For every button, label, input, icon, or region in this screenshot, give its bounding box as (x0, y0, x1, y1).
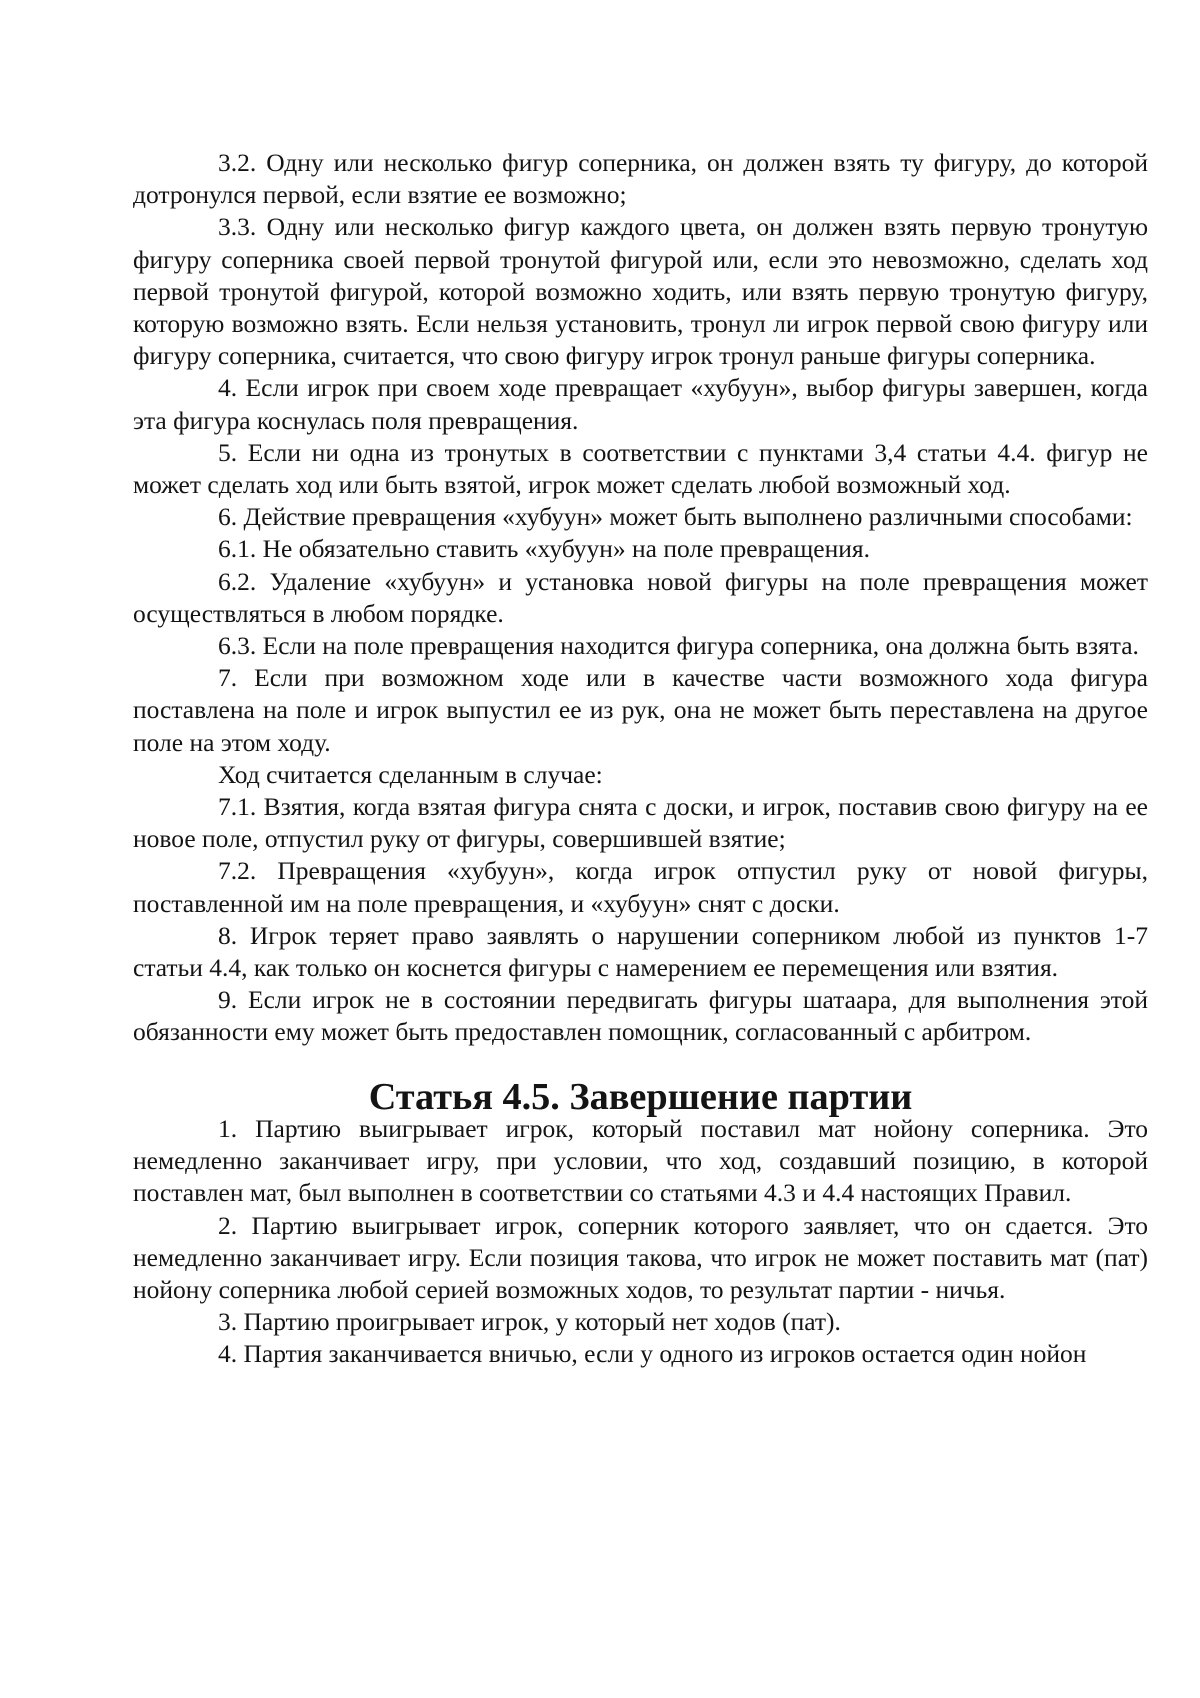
paragraph-3-3: 3.3. Одну или несколько фигур каждого цвета, он должен взять первую тронутую фигуру соперника своей первой тронутой фигурой или, если это невозможно, сделать ход первой тронутой фигурой, которой возможно ходить, или взять первую тронутую фигуру, которую возможно взять. Если нельзя установить, тронул ли игрок первой свою фигуру или фигуру соперника, считается, что свою фигуру игрок тронул раньше фигуры соперника. (133, 212, 1148, 371)
paragraph-6: 6. Действие превращения «хубуун» может быть выполнено различными способами: (218, 502, 1133, 532)
paragraph-8: 8. Игрок теряет право заявлять о нарушении соперником любой из пунктов 1-7 статьи 4.4, как только он коснется фигуры с намерением ее перемещения или взятия. (133, 920, 1148, 983)
paragraph-7-2: 7.2. Превращения «хубуун», когда игрок отпустил руку от новой фигуры, поставленной им на поле превращения, и «хубуун» снят с доски. (133, 856, 1148, 918)
paragraph-end-2: 2. Партию выигрывает игрок, соперник которого заявляет, что он сдается. Это немедленно заканчивает игру. Если позиция такова, что игрок не может поставить мат (пат) нойону соперника любой серией возможных ходов, то результат партии - ничья. (133, 1210, 1148, 1304)
paragraph-end-1: 1. Партию выигрывает игрок, который поставил мат нойону соперника. Это немедленно заканчивает игру, при условии, что ход, создавший позицию, в которой поставлен мат, был выполнен в соответствии со статьями 4.3 и 4.4 настоящих Правил. (133, 1113, 1148, 1208)
paragraph-6-3: 6.3. Если на поле превращения находится фигура соперника, она должна быть взята. (218, 631, 1139, 661)
paragraph-7-1: 7.1. Взятия, когда взятая фигура снята с доски, и игрок, поставив свою фигуру на ее новое поле, отпустил руку от фигуры, совершившей взятие; (133, 792, 1148, 854)
paragraph-end-4: 4. Партия заканчивается вничью, если у одного из игроков остается один нойон (218, 1339, 1087, 1369)
paragraph-4: 4. Если игрок при своем ходе превращает «хубуун», выбор фигуры завершен, когда эта фигура коснулась поля превращения. (133, 373, 1148, 435)
paragraph-7: 7. Если при возможном ходе или в качестве части возможного хода фигура поставлена на поле и игрок выпустил ее из рук, она не может быть переставлена на другое поле на этом ходу. (133, 663, 1148, 757)
paragraph-9: 9. Если игрок не в состоянии передвигать фигуры шатаара, для выполнения этой обязанности ему может быть предоставлен помощник, согласованный с арбитром. (133, 985, 1148, 1047)
paragraph-6-1: 6.1. Не обязательно ставить «хубуун» на поле превращения. (218, 534, 871, 564)
paragraph-5: 5. Если ни одна из тронутых в соответствии с пунктами 3,4 статьи 4.4. фигур не может сделать ход или быть взятой, игрок может сделать любой возможный ход. (133, 437, 1148, 500)
paragraph-move-made: Ход считается сделанным в случае: (218, 759, 603, 789)
paragraph-end-3: 3. Партию проигрывает игрок, у который нет ходов (пат). (218, 1307, 841, 1337)
paragraph-3-2: 3.2. Одну или несколько фигур соперника, он должен взять ту фигуру, до которой дотронулся первой, если взятие ее возможно; (133, 148, 1148, 210)
paragraph-6-2: 6.2. Удаление «хубуун» и установка новой фигуры на поле превращения может осуществляться в любом порядке. (133, 566, 1148, 628)
section-heading: Статья 4.5. Завершение партии (368, 1075, 913, 1118)
